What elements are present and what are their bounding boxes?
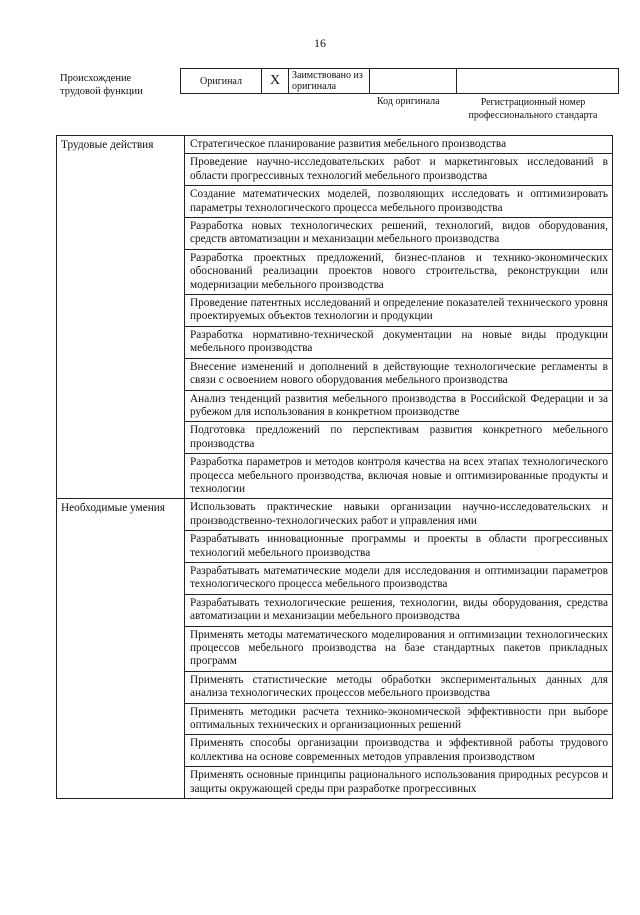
list-item: Проведение патентных исследований и определение показателей технического уровня проектируемых объектов технологии и продукции: [185, 295, 613, 327]
original-code-caption: Код оригинала: [377, 96, 440, 107]
list-item: Стратегическое планирование развития мебельного производства: [185, 136, 613, 154]
list-item: Создание математических моделей, позволяющих исследовать и оптимизировать параметры технологического процесса мебельного производства: [185, 186, 613, 218]
table-row: [57, 136, 613, 154]
function-details-table: [56, 135, 613, 799]
list-item: Использовать практические навыки организации научно-исследовательских и производственно-технологических работ и управления ими: [185, 499, 613, 531]
original-cell: Оригинал: [181, 69, 262, 94]
original-mark: X: [262, 69, 289, 94]
list-item: Разработка новых технологических решений, технологий, видов оборудования, средств автоматизации и механизации мебельного производства: [185, 218, 613, 250]
list-item: Применять статистические методы обработки экспериментальных данных для анализа технологических процессов мебельного производства: [185, 671, 613, 703]
list-item: Применять методики расчета технико-экономической эффективности при выборе оптимальных технических и организационных решений: [185, 703, 613, 735]
list-item: Разработка проектных предложений, бизнес-планов и технико-экономических обоснований реализации проектов нового строительства, реконструкции или модернизации мебельного производства: [185, 249, 613, 294]
list-item: Внесение изменений и дополнений в действующие технологические регламенты в связи с освоением нового оборудования мебельного производства: [185, 358, 613, 390]
list-item: Проведение научно-исследовательских работ и маркетинговых исследований в области прогрессивных технологий мебельного производства: [185, 154, 613, 186]
list-item: Анализ тенденций развития мебельного производства в Российской Федерации и за рубежом для использования в конкретном производстве: [185, 390, 613, 422]
list-item: Разработка нормативно-технической документации на новые виды продукции мебельного производства: [185, 326, 613, 358]
page-number: 16: [314, 36, 326, 50]
origin-label: Происхождение трудовой функции: [60, 73, 143, 97]
original-code-cell: [370, 69, 457, 94]
section-title: Трудовые действия: [57, 136, 185, 499]
list-item: Подготовка предложений по перспективам развития конкретного мебельного производства: [185, 422, 613, 454]
registration-number-caption: Регистрационный номер профессионального стандарта: [468, 97, 598, 121]
registration-number-cell: [457, 69, 619, 94]
list-item: Разрабатывать математические модели для исследования и оптимизации параметров технологического процесса мебельного производства: [185, 562, 613, 594]
origin-table: [180, 68, 619, 94]
list-item: Применять методы математического моделирования и оптимизации технологических процессов мебельного производства на базе стандартных пакетов прикладных программ: [185, 626, 613, 671]
list-item: Разрабатывать инновационные программы и проекты в области прогрессивных технологий мебельного производства: [185, 531, 613, 563]
section-title: Необходимые умения: [57, 499, 185, 799]
list-item: Применять основные принципы рационального использования природных ресурсов и защиты окружающей среды при разработке прогрессивных: [185, 767, 613, 799]
list-item: Разрабатывать технологические решения, технологии, виды оборудования, средства автоматизации и механизации мебельного производства: [185, 594, 613, 626]
table-row: [57, 499, 613, 531]
borrowed-cell: Заимствовано из оригинала: [289, 69, 370, 94]
list-item: Применять способы организации производства и эффективной работы трудового коллектива на основе современных методов управления производством: [185, 735, 613, 767]
list-item: Разработка параметров и методов контроля качества на всех этапах технологического процесса мебельного производства, включая новые и оптимизированные продукты и технологии: [185, 454, 613, 499]
